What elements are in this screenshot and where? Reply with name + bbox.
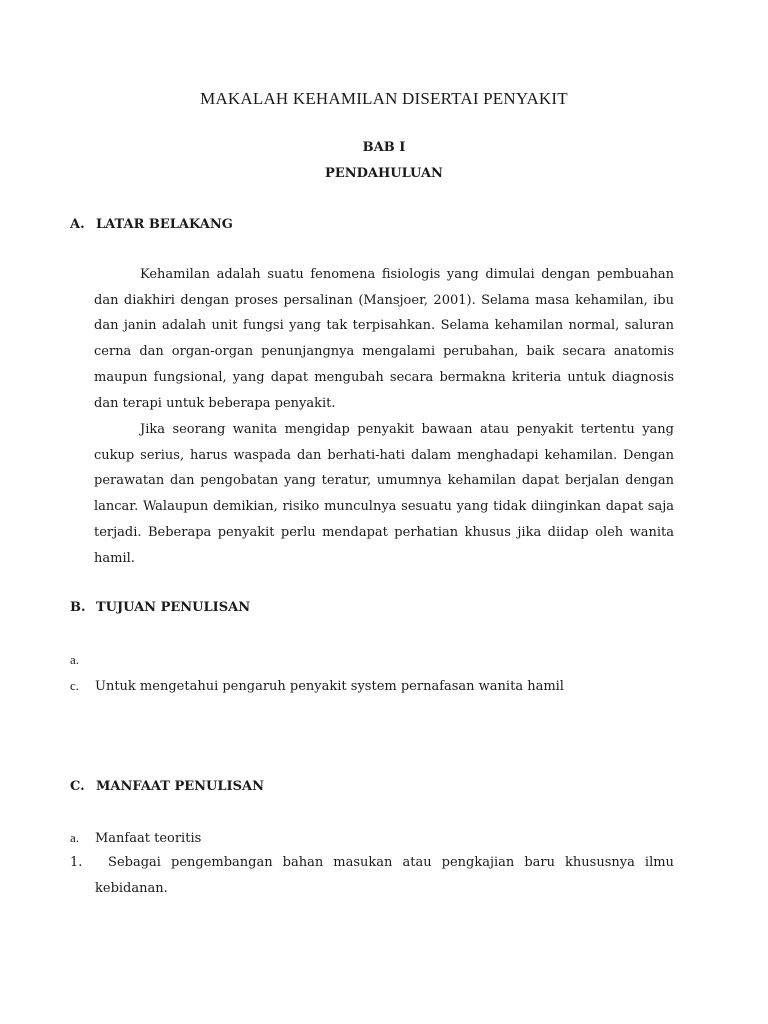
item-1-word: pengembangan <box>171 855 273 870</box>
item-1-word: ilmu <box>644 855 674 870</box>
list-marker: a. <box>70 830 80 845</box>
list-marker: c. <box>70 678 80 693</box>
chapter-title: PENDAHULUAN <box>325 166 443 181</box>
section-b-heading <box>70 599 250 617</box>
manfaat-item-a <box>70 829 201 848</box>
document-title: MAKALAH KEHAMILAN DISERTAI PENYAKIT <box>200 89 568 108</box>
paragraph-2-text: Jika seorang wanita mengidap penyakit bawaan atau penyakit tertentu yang cukup serius, harus waspada dan berhati-hati dalam menghadapi kehamilan. Dengan perawatan dan pengobatan yang teratur, umumnya kehamilan dapat berjalan dengan lancar. Walaupun demikian, risiko munculnya sesuatu yang tidak diinginkan dapat saja terjadi. Beberapa penyakit perlu mendapat perhatian khusus jika diidap oleh wanita hamil. <box>94 422 674 566</box>
manfaat-item-1-line <box>70 850 674 876</box>
item-1-word: khususnya <box>565 855 635 870</box>
section-a-letter: A. <box>70 217 85 232</box>
section-b-letter: B. <box>70 600 86 615</box>
item-1-word: Sebagai <box>108 855 161 870</box>
paragraph-1-text: Kehamilan adalah suatu fenomena fisiologis yang dimulai dengan pembuahan dan diakhiri dengan proses persalinan (Mansjoer, 2001). Selama masa kehamilan, ibu dan janin adalah unit fungsi yang tak terpisahkan. Selama kehamilan normal, saluran cerna dan organ-organ penunjangnya mengalami perubahan, baik secara anatomis maupun fungsional, yang dapat mengubah secara bermakna kriteria untuk diagnosis dan terapi untuk beberapa penyakit. <box>94 267 674 411</box>
tujuan-item-c-text: Untuk mengetahui pengaruh penyakit system pernafasan wanita hamil <box>95 679 564 694</box>
list-marker: a. <box>70 652 80 667</box>
latar-belakang-paragraph-1 <box>94 262 674 416</box>
manfaat-item-1-continuation: kebidanan. <box>95 880 168 896</box>
item-1-word: atau <box>402 855 432 870</box>
item-1-word: masukan <box>333 855 393 870</box>
item-1-word: bahan <box>282 855 324 870</box>
section-b-title: TUJUAN PENULISAN <box>96 600 251 615</box>
tujuan-item-a <box>70 651 95 670</box>
list-marker: 1. <box>70 855 83 870</box>
latar-belakang-paragraph-2 <box>94 417 674 571</box>
item-1-word: pengkajian <box>441 855 515 870</box>
chapter-label: BAB I <box>362 140 406 155</box>
section-c-letter: C. <box>70 779 85 794</box>
manfaat-item-a-text: Manfaat teoritis <box>95 831 202 846</box>
manfaat-item-1 <box>70 850 674 901</box>
item-1-word: baru <box>524 855 555 870</box>
section-a-title: LATAR BELAKANG <box>96 217 233 232</box>
tujuan-item-c <box>70 677 564 696</box>
section-c-heading <box>70 778 264 796</box>
section-a-heading <box>70 216 233 234</box>
section-c-title: MANFAAT PENULISAN <box>96 779 264 794</box>
